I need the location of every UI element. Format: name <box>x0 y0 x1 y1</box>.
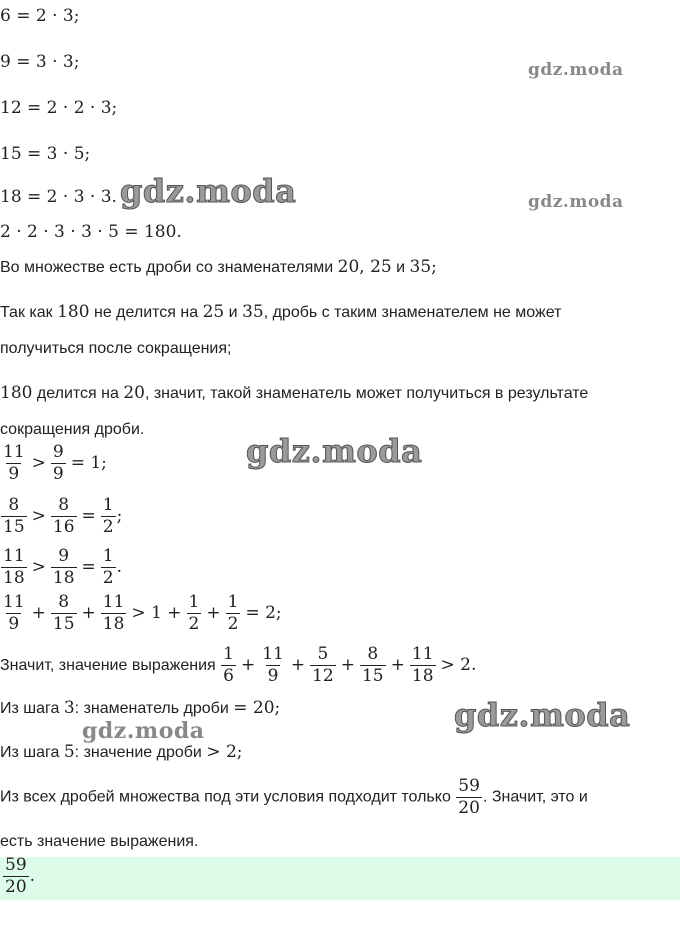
numerator: 11 <box>102 592 125 612</box>
factorization-line: 18 = 2 · 3 · 3. <box>0 187 117 207</box>
factorization-product: 2 · 2 · 3 · 3 · 5 = 180. <box>0 222 182 242</box>
factorization-line: 15 = 3 · 5; <box>0 144 91 164</box>
watermark-logo: gdz.moda <box>82 718 205 744</box>
operator: = 2; <box>245 603 282 623</box>
numerator: 9 <box>52 442 64 462</box>
numerator: 11 <box>262 644 284 664</box>
step-3-note <box>0 698 280 718</box>
fraction <box>226 594 241 633</box>
text-span: Из шага <box>0 744 64 761</box>
numerator: 1 <box>102 495 114 515</box>
watermark-logo: gdz.moda <box>120 172 297 210</box>
operator: > <box>31 557 46 577</box>
text-span: Значит, значение выражения <box>0 657 221 674</box>
answer-box <box>0 857 680 900</box>
expression-conclusion <box>0 646 480 685</box>
text-span: не делится на <box>89 304 203 321</box>
text-span: : значение дроби <box>74 744 207 761</box>
denominator: 2 <box>102 568 114 588</box>
operator: = <box>81 506 96 526</box>
math-span: 20, 25 <box>337 257 392 277</box>
fraction <box>51 444 66 483</box>
numerator: 59 <box>5 855 27 875</box>
fraction <box>1 444 27 483</box>
operator: + <box>240 655 256 675</box>
fraction <box>101 548 116 587</box>
math-span: 5 <box>63 742 75 762</box>
denominator: 18 <box>102 614 125 634</box>
denominator: 15 <box>3 517 25 537</box>
numerator: 11 <box>3 592 25 612</box>
denominator: 2 <box>227 614 239 634</box>
math-span: > 2; <box>206 742 243 762</box>
denominator: 18 <box>3 568 25 588</box>
numerator: 5 <box>317 644 329 664</box>
operator: > <box>31 453 46 473</box>
inequality-2 <box>0 497 122 536</box>
denominator: 2 <box>188 614 200 634</box>
answer-value <box>2 857 35 896</box>
text-span: Во множестве есть дроби со знаменателями <box>0 259 338 276</box>
paragraph-not-divisible <box>0 302 561 322</box>
fraction <box>187 594 202 633</box>
numerator: 8 <box>58 495 70 515</box>
watermark-logo: gdz.moda <box>246 432 423 470</box>
inequality-1 <box>0 444 111 483</box>
fraction <box>51 497 77 536</box>
fraction <box>101 497 116 536</box>
numerator: 11 <box>411 644 434 664</box>
fraction <box>360 646 386 685</box>
denominator: 20 <box>5 877 27 897</box>
numerator: 8 <box>58 592 70 612</box>
paragraph-divisible <box>0 383 588 403</box>
paragraph-divisible-cont: сокращения дроби. <box>0 421 145 438</box>
numerator: 1 <box>227 592 239 612</box>
text-span: , дробь с таким знаменателем не может <box>263 304 562 321</box>
denominator: 20 <box>458 798 480 818</box>
fraction <box>3 857 29 896</box>
text-span: Из шага <box>0 700 64 717</box>
numerator: 59 <box>458 776 480 796</box>
math-span: 25 <box>202 302 225 322</box>
numerator: 11 <box>3 442 25 462</box>
fraction <box>101 594 127 633</box>
watermark-logo: gdz.moda <box>528 60 624 80</box>
fraction <box>1 594 27 633</box>
text-span: и <box>391 259 410 276</box>
text-span: и <box>224 304 243 321</box>
operator: + <box>206 603 221 623</box>
final-reasoning <box>0 778 588 817</box>
operator: = <box>81 557 96 577</box>
paragraph-denominators <box>0 257 437 277</box>
punctuation: ; <box>116 506 123 526</box>
watermark-logo: gdz.moda <box>454 696 631 734</box>
operator: > 2. <box>440 655 477 675</box>
factorization-line: 12 = 2 · 2 · 3; <box>0 98 118 118</box>
math-span: 35; <box>409 257 437 277</box>
fraction <box>51 594 77 633</box>
operator: > <box>31 506 46 526</box>
paragraph-not-divisible-cont: получиться после сокращения; <box>0 340 232 357</box>
watermark-logo: gdz.moda <box>528 192 624 212</box>
punctuation: . <box>29 866 36 886</box>
denominator: 18 <box>411 666 434 686</box>
denominator: 2 <box>102 517 114 537</box>
sum-inequality <box>0 594 286 633</box>
fraction <box>1 497 27 536</box>
factorization-line: 6 = 2 · 3; <box>0 6 80 26</box>
operator: + <box>31 603 46 623</box>
fraction <box>410 646 436 685</box>
denominator: 9 <box>267 666 279 686</box>
operator: + <box>290 655 306 675</box>
denominator: 12 <box>312 666 334 686</box>
math-span: 180 <box>0 383 33 403</box>
step-5-note <box>0 742 243 762</box>
numerator: 8 <box>8 495 20 515</box>
denominator: 9 <box>8 464 20 484</box>
text-span: . Значит, это и <box>482 788 588 806</box>
denominator: 15 <box>361 666 384 686</box>
inequality-3 <box>0 548 122 587</box>
operator: + <box>390 655 405 675</box>
text-span: делится на <box>32 385 124 402</box>
math-span: 180 <box>57 302 90 322</box>
factorization-line: 9 = 3 · 3; <box>0 52 80 72</box>
math-span: 35 <box>242 302 264 322</box>
denominator: 18 <box>52 568 75 588</box>
math-span: = 20; <box>233 698 281 718</box>
text-span: Из всех дробей множества под эти условия подходит только <box>0 788 456 806</box>
operator: > 1 + <box>131 603 182 623</box>
math-span: 20 <box>123 383 145 403</box>
text-span: Так как <box>0 304 58 321</box>
operator: + <box>81 603 96 623</box>
fraction <box>260 646 286 685</box>
numerator: 8 <box>367 644 379 664</box>
numerator: 1 <box>102 546 114 566</box>
denominator: 9 <box>8 614 20 634</box>
fraction <box>310 646 336 685</box>
numerator: 9 <box>58 546 70 566</box>
text-span: , значит, такой знаменатель может получиться в результате <box>144 385 589 402</box>
denominator: 6 <box>223 666 234 686</box>
fraction <box>456 778 482 817</box>
fraction <box>51 548 77 587</box>
fraction <box>1 548 27 587</box>
numerator: 1 <box>223 644 234 664</box>
text-span: : знаменатель дроби <box>74 700 234 717</box>
fraction <box>221 646 236 685</box>
denominator: 15 <box>52 614 75 634</box>
punctuation: . <box>116 557 123 577</box>
math-span: 3 <box>63 698 75 718</box>
denominator: 16 <box>52 517 75 537</box>
operator: = 1; <box>70 453 107 473</box>
denominator: 9 <box>52 464 64 484</box>
operator: + <box>340 655 355 675</box>
numerator: 11 <box>3 546 25 566</box>
final-reasoning-cont: есть значение выражения. <box>0 833 199 850</box>
numerator: 1 <box>188 592 200 612</box>
